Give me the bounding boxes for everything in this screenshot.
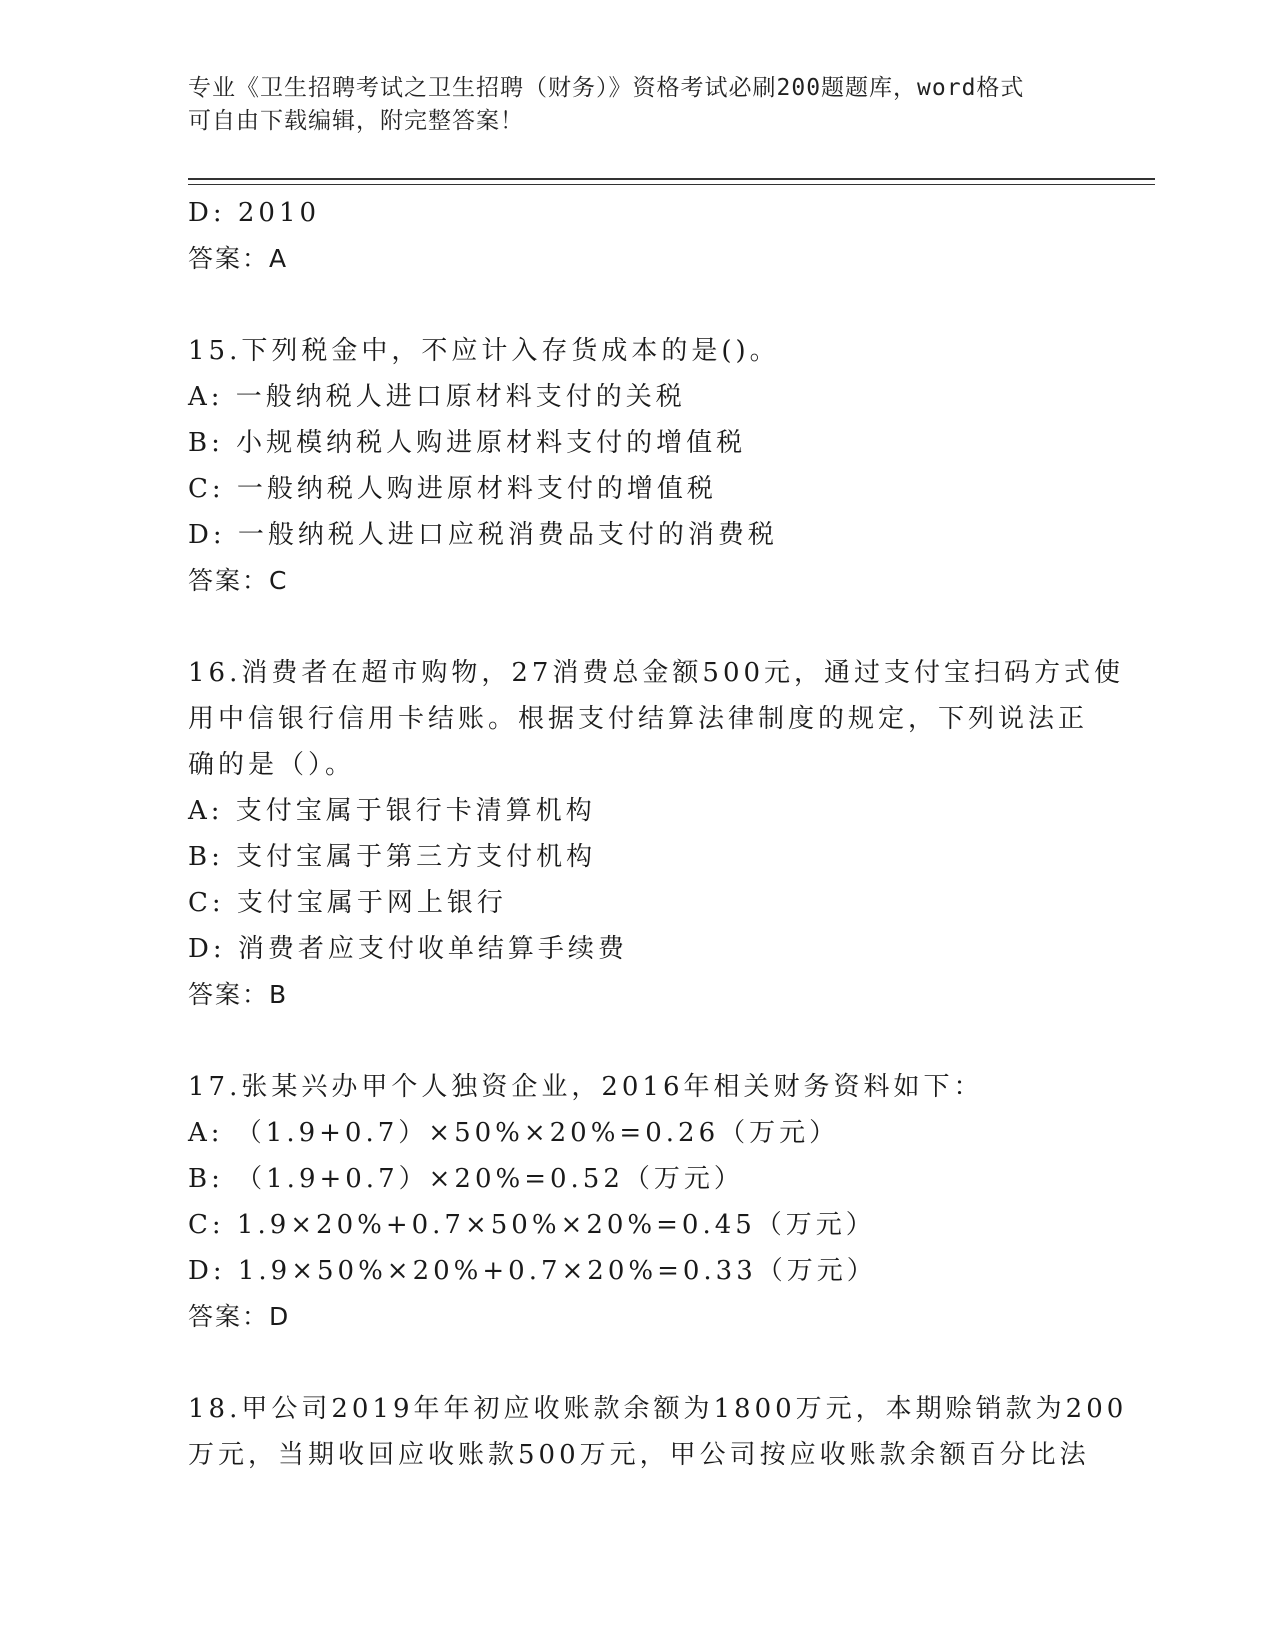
question-text-line-1: 18.甲公司2019年年初应收账款余额为1800万元，本期赊销款为200	[188, 1394, 1128, 1424]
option-c: C: 1.9×20%+0.7×50%×20%=0.45（万元）	[188, 1210, 876, 1240]
header-divider-thin	[188, 184, 1155, 185]
question-text-line-3: 确的是（）。	[188, 750, 356, 780]
header-line-1: 专业《卫生招聘考试之卫生招聘（财务）》资格考试必刷200题题库，word格式	[188, 75, 1025, 101]
question-text: 17.张某兴办甲个人独资企业，2016年相关财务资料如下：	[188, 1072, 984, 1102]
option-a: A: 一般纳税人进口原材料支付的关税	[188, 382, 686, 412]
document-body	[188, 190, 1128, 1478]
option-b: B: 支付宝属于第三方支付机构	[188, 842, 597, 872]
option-a: A: （1.9+0.7）×50%×20%=0.26（万元）	[188, 1118, 840, 1148]
question-text-line-2: 万元，当期收回应收账款500万元，甲公司按应收账款余额百分比法	[188, 1440, 1090, 1470]
header-divider	[188, 178, 1155, 180]
header-line-2: 可自由下载编辑，附完整答案！	[188, 108, 524, 134]
option-c: C: 支付宝属于网上银行	[188, 888, 507, 918]
answer: 答案：B	[188, 980, 289, 1009]
question-15	[188, 328, 1088, 604]
option-d: D: 一般纳税人进口应税消费品支付的消费税	[188, 520, 778, 550]
question-17	[188, 1064, 1088, 1340]
question-text-line-2: 用中信银行信用卡结账。根据支付结算法律制度的规定，下列说法正	[188, 704, 1089, 734]
question-18	[188, 1386, 1128, 1478]
question-16	[188, 650, 1125, 1018]
page-header	[188, 72, 1068, 138]
option-b: B: 小规模纳税人购进原材料支付的增值税	[188, 428, 747, 458]
prev-answer: 答案：A	[188, 244, 289, 273]
option-c: C: 一般纳税人购进原材料支付的增值税	[188, 474, 717, 504]
question-text: 15.下列税金中，不应计入存货成本的是()。	[188, 336, 780, 366]
option-b: B: （1.9+0.7）×20%=0.52（万元）	[188, 1164, 744, 1194]
answer: 答案：D	[188, 1302, 291, 1331]
answer: 答案：C	[188, 566, 289, 595]
question-text-line-1: 16.消费者在超市购物，27消费总金额500元，通过支付宝扫码方式使	[188, 658, 1125, 688]
prev-option-d: D: 2010	[188, 198, 321, 228]
option-d: D: 消费者应支付收单结算手续费	[188, 934, 628, 964]
option-a: A: 支付宝属于银行卡清算机构	[188, 796, 596, 826]
option-d: D: 1.9×50%×20%+0.7×20%=0.33（万元）	[188, 1256, 877, 1286]
